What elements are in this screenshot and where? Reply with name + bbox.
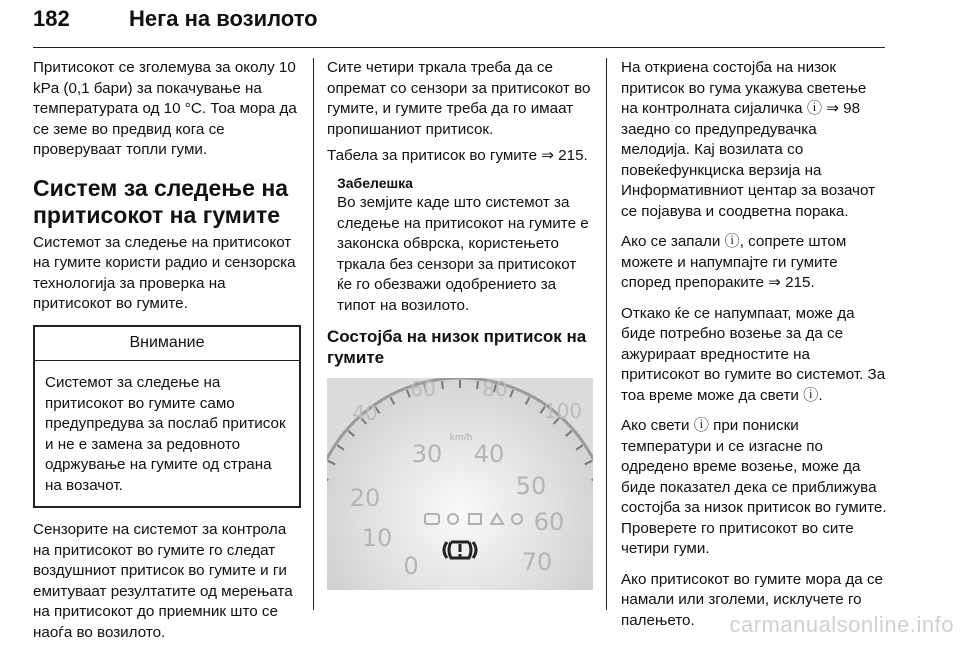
header-rule [33,47,885,48]
column-3 [621,58,887,641]
watermark-text: carmanualsonline.info [729,612,954,637]
speedometer-illustration [327,378,593,590]
paragraph-tpms-intro: Системот за следење на притисокот на гумите користи радио и сензорска технологија за проверка на притисокот во гумите. [33,233,296,312]
page-header [33,4,885,48]
speedo-label: 80 [482,378,508,401]
note-body: Во земјите каде што системот за следење на притисокот на гумите е законска обврска, користењето тркала без сензори за притисокот ќе го обезважи одобрението за типот на возилото. [337,194,589,314]
subsection-heading-low-pressure: Состојба на низок притисок на гумите [327,327,587,367]
speedo-label: 70 [521,548,553,576]
warning-title: Внимание [35,327,299,362]
speedo-label: 0 [403,552,419,580]
section-heading-tpms: Систем за следење на притисокот на гумите [33,174,288,228]
paragraph-ignition-off: Ако притисокот во гумите мора да се намали или зголеми, исклучете го палењето. [621,570,883,629]
speedo-tick [442,381,443,389]
column-1 [33,58,301,653]
speedo-label: 60 [410,378,436,401]
speedo-unit: km/h [449,433,473,443]
column-divider-1 [313,58,314,610]
speedo-tick [477,381,478,389]
paragraph-pressure-temperature: Притисокот се зголемува за околу 10 kPa (0,1 бари) за покачување на температурата од 10 °C. Тоа мора да се земе во предвид кога се проверуваат топли гуми. [33,59,297,158]
page-title: Нега на возилото [129,6,318,31]
instrument-cluster-figure [327,378,593,590]
speedo-label: 40 [352,401,378,425]
speedo-label: 50 [515,472,547,500]
note-title: Забелешка [337,174,413,191]
paragraph-if-lit-stop: Ако се запали ⓘ, сопрете штом можете и напумпајте ги гумите според препораките ⇒ 215. [621,233,847,291]
speedo-label: 10 [361,524,393,552]
speedo-label: 40 [473,440,505,468]
column-2 [327,58,595,590]
page-number: 182 [33,6,70,31]
tpms-warning-icon [444,542,476,558]
warning-body: Системот за следење на притисокот во гумите само предупредува за послаб притисок и не е замена за редовното одржување на гумите од страна на возачот. [45,374,286,494]
speedo-label: 60 [533,508,565,536]
paragraph-wheels-sensors: Сите четири тркала треба да се опремат со сензори за притисокот во гумите, и гумите треба да го имаат пропишаниот притисок. [327,59,591,138]
warning-box [33,325,301,509]
paragraph-sensors: Сензорите на системот за контрола на притисокот во гумите го следат воздушниот притисок во гумите и ги емитуваат резултатите од мерењата на притисокот до приемник што се наоѓа во возилото. [33,521,293,641]
paragraph-low-pressure-indicator: На откриена состојба на низок притисок во гума укажува светење на контролната сијаличка ⓘ ⇒ 98 заедно со предупредувачка мелодија. Кај возилата со повеќефункциска верзија на Информативниот центар за возачот се појавува и соодветна порака. [621,59,876,220]
paragraph-after-inflation: Откако ќе се напумпаат, може да биде потребно возење за да се ажурираат вредностите на притисокот во гумите во системот. За тоа време може да свети ⓘ. [621,304,886,404]
speedo-label: 30 [411,440,443,468]
speedo-label: 20 [349,484,381,512]
paragraph-pressure-table-ref: Табела за притисок во гумите ⇒ 215. [327,147,588,164]
speedo-label: 100 [543,399,583,423]
column-divider-2 [606,58,607,610]
paragraph-low-temperature: Ако свети ⓘ при пониски температури и се изгасне по одредено време возење, може да биде показател дека се приближува состојба за низок притисок во гумите. Проверете го притисокот во сите четири гуми. [621,417,887,557]
note-block [327,173,595,317]
